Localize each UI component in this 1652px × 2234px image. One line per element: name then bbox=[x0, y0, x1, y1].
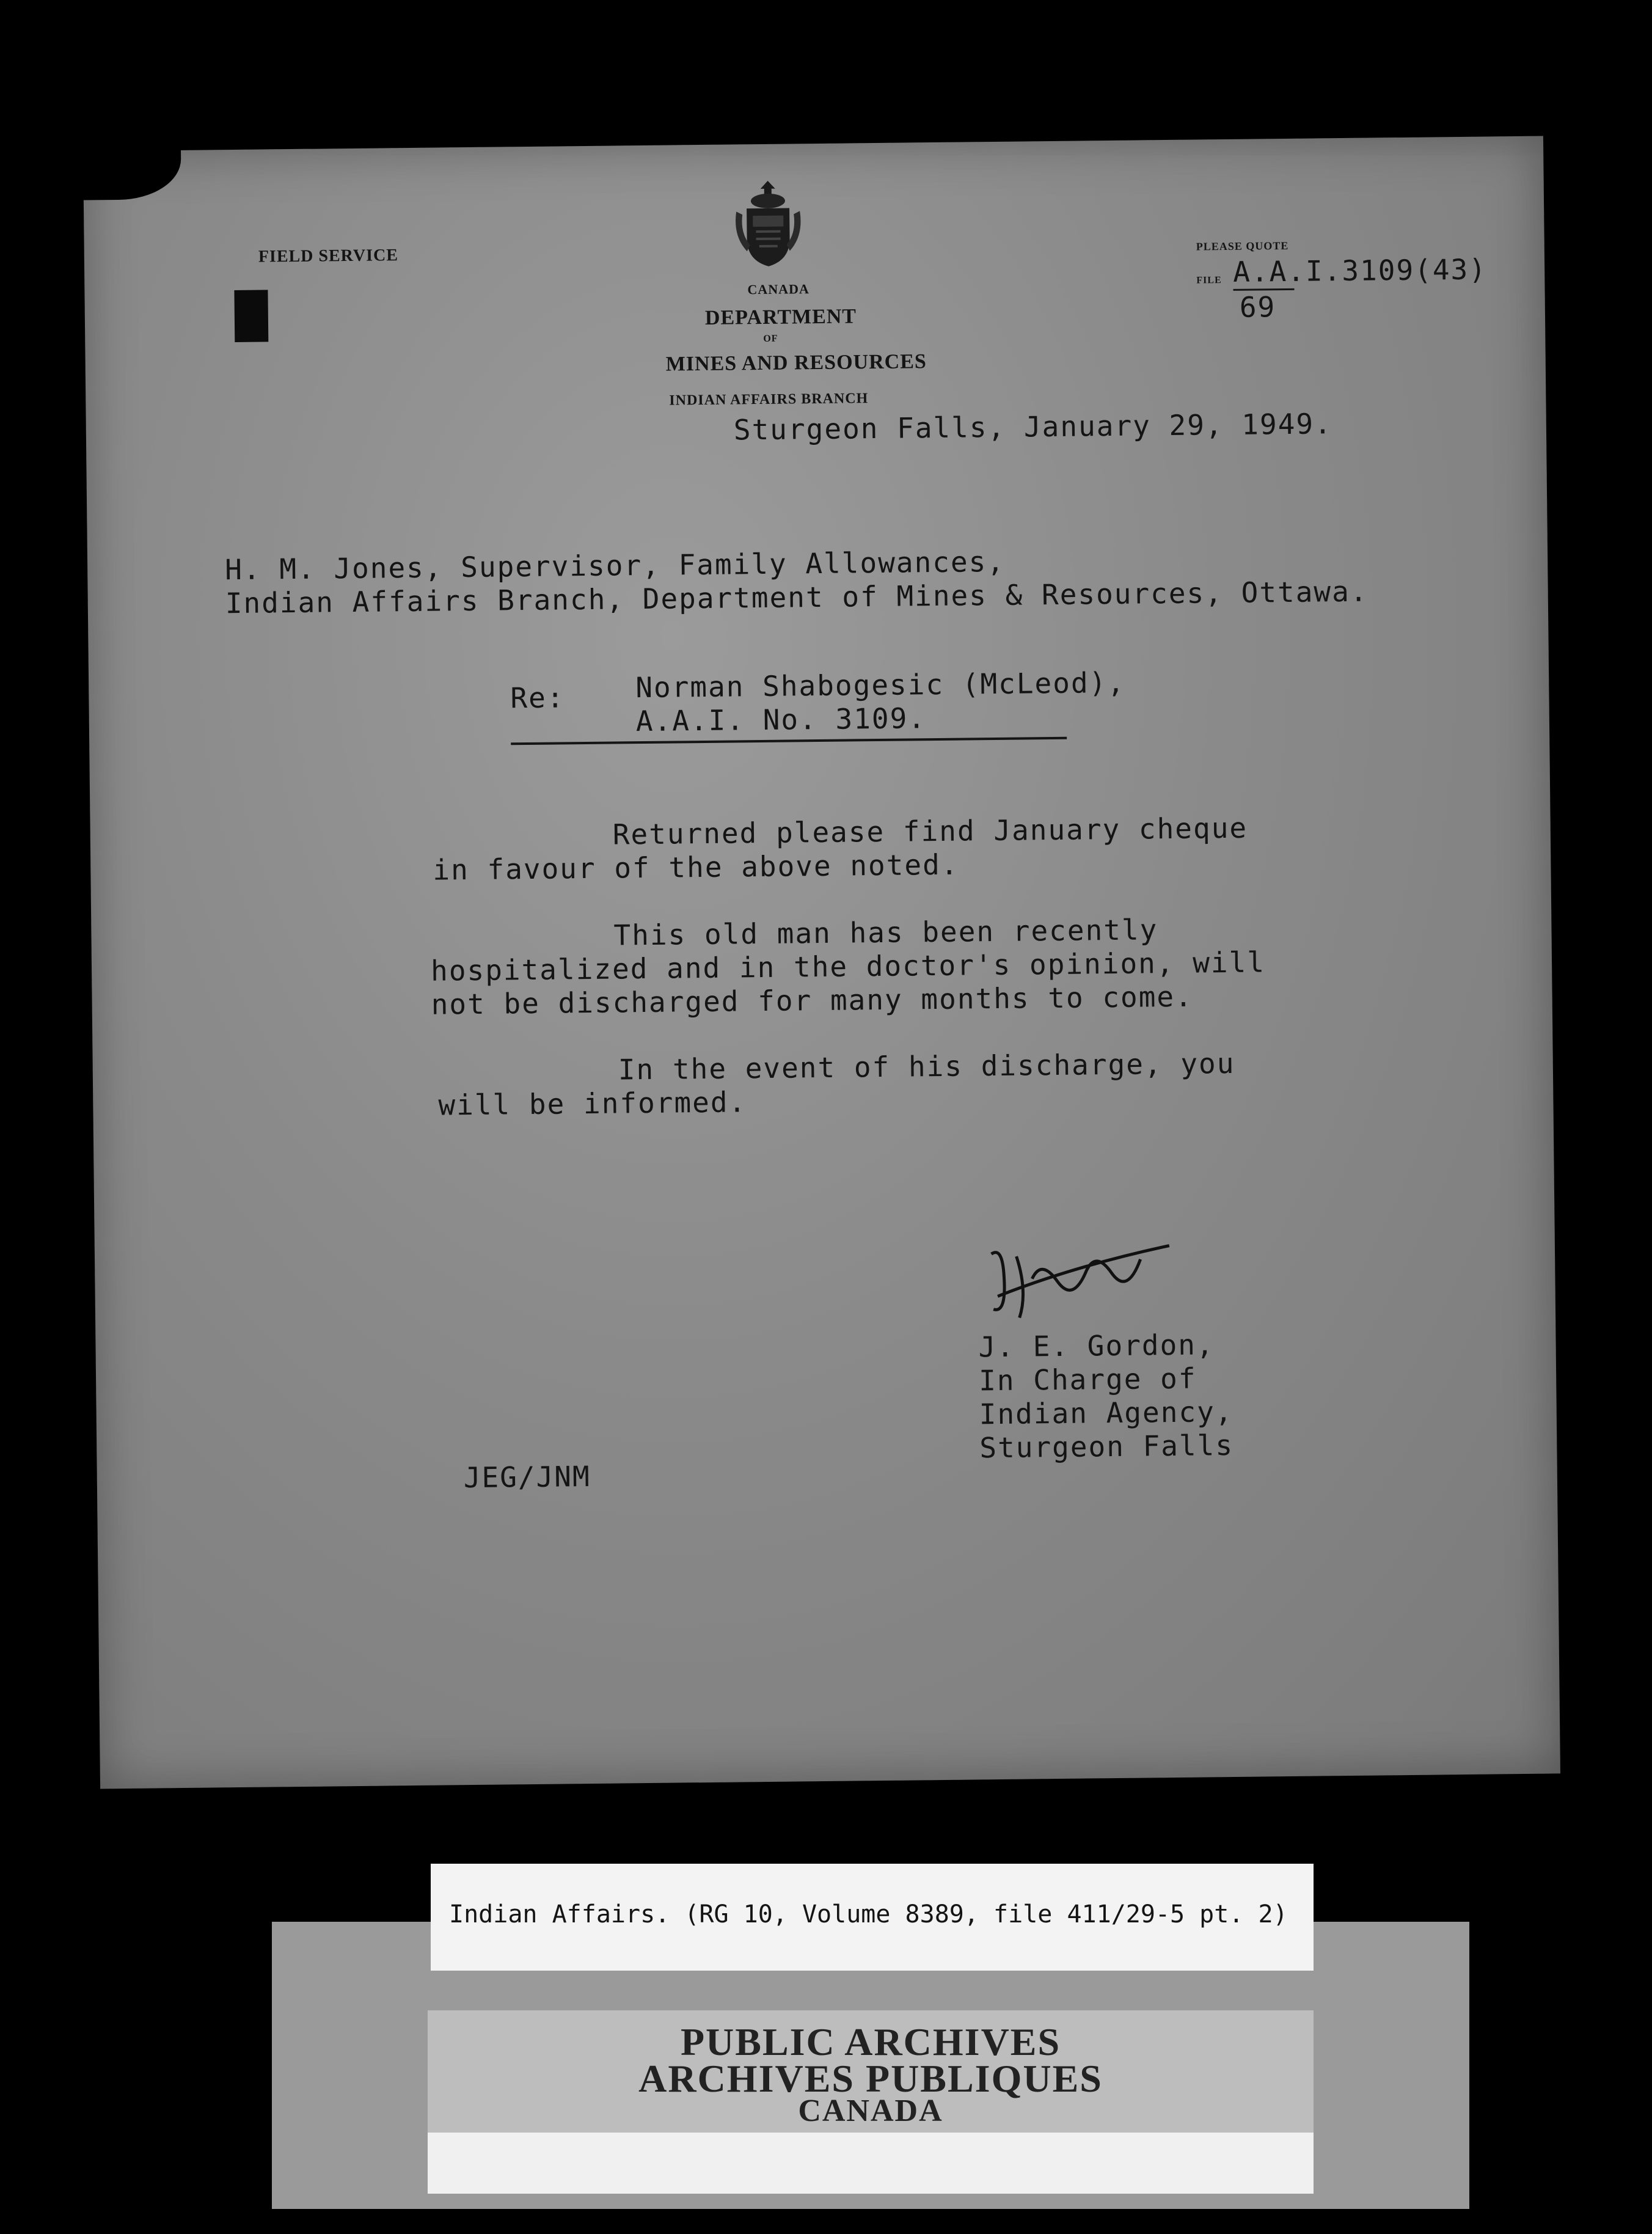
letterhead-ministry: MINES AND RESOURCES bbox=[665, 350, 927, 376]
stamp-line-3: CANADA bbox=[798, 2093, 943, 2128]
archive-stamp-strip bbox=[428, 2010, 1314, 2133]
letterhead-of: OF bbox=[763, 333, 778, 344]
place-and-date: Sturgeon Falls, January 29, 1949. bbox=[733, 407, 1333, 447]
please-quote-label: PLEASE QUOTE bbox=[1196, 239, 1289, 253]
re-line-2: A.A.I. No. 3109. bbox=[635, 701, 927, 738]
addressee-line-1: H. M. Jones, Supervisor, Family Allowances, bbox=[224, 544, 1006, 587]
stamp-line-1: PUBLIC ARCHIVES bbox=[680, 2020, 1061, 2064]
signature-line-3: Indian Agency, bbox=[979, 1394, 1234, 1431]
paragraph-1-line-1: Returned please find January cheque bbox=[612, 811, 1248, 851]
addressee-line-2: Indian Affairs Branch, Department of Mines & Resources, Ottawa. bbox=[225, 574, 1369, 620]
stamp-line-2: ARCHIVES PUBLIQUES bbox=[638, 2057, 1103, 2100]
signature-scribble-icon bbox=[978, 1215, 1185, 1335]
re-line-1: Norman Shabogesic (McLeod), bbox=[635, 665, 1126, 705]
archive-bottom-strip bbox=[428, 2133, 1314, 2194]
paragraph-2-line-3: not be discharged for many months to come. bbox=[431, 980, 1194, 1021]
coat-of-arms-icon bbox=[731, 177, 806, 269]
handwritten-signature bbox=[978, 1215, 1186, 1344]
archive-reference: Indian Affairs. (RG 10, Volume 8389, file 411/29-5 pt. 2) bbox=[449, 1900, 1288, 1928]
file-label: FILE bbox=[1196, 275, 1222, 286]
letter-sheet bbox=[83, 136, 1560, 1789]
signature-line-2: In Charge of bbox=[978, 1361, 1197, 1397]
letterhead-canada: CANADA bbox=[747, 281, 810, 298]
file-number: A.A.I.3109(43) bbox=[1232, 252, 1488, 288]
field-service-label: FIELD SERVICE bbox=[258, 246, 399, 266]
archive-reference-card bbox=[431, 1864, 1314, 1971]
paragraph-1-line-2: in favour of the above noted. bbox=[433, 848, 959, 887]
paragraph-3-line-2: will be informed. bbox=[438, 1085, 747, 1122]
re-label: Re: bbox=[510, 681, 565, 715]
punch-hole bbox=[234, 290, 268, 342]
signature-line-4: Sturgeon Falls bbox=[979, 1428, 1234, 1465]
typist-initials: JEG/JNM bbox=[463, 1460, 591, 1495]
re-underline bbox=[511, 737, 1067, 745]
torn-corner bbox=[77, 132, 181, 200]
file-sub-number: 69 bbox=[1239, 290, 1276, 324]
signature-line-1: J. E. Gordon, bbox=[978, 1328, 1215, 1364]
letterhead-department: DEPARTMENT bbox=[704, 305, 857, 329]
paragraph-3-line-1: In the event of his discharge, you bbox=[618, 1046, 1235, 1086]
letterhead-branch: INDIAN AFFAIRS BRANCH bbox=[669, 390, 869, 409]
paragraph-2-line-1: This old man has been recently bbox=[613, 913, 1158, 952]
paragraph-2-line-2: hospitalized and in the doctor's opinion, will bbox=[430, 945, 1266, 987]
